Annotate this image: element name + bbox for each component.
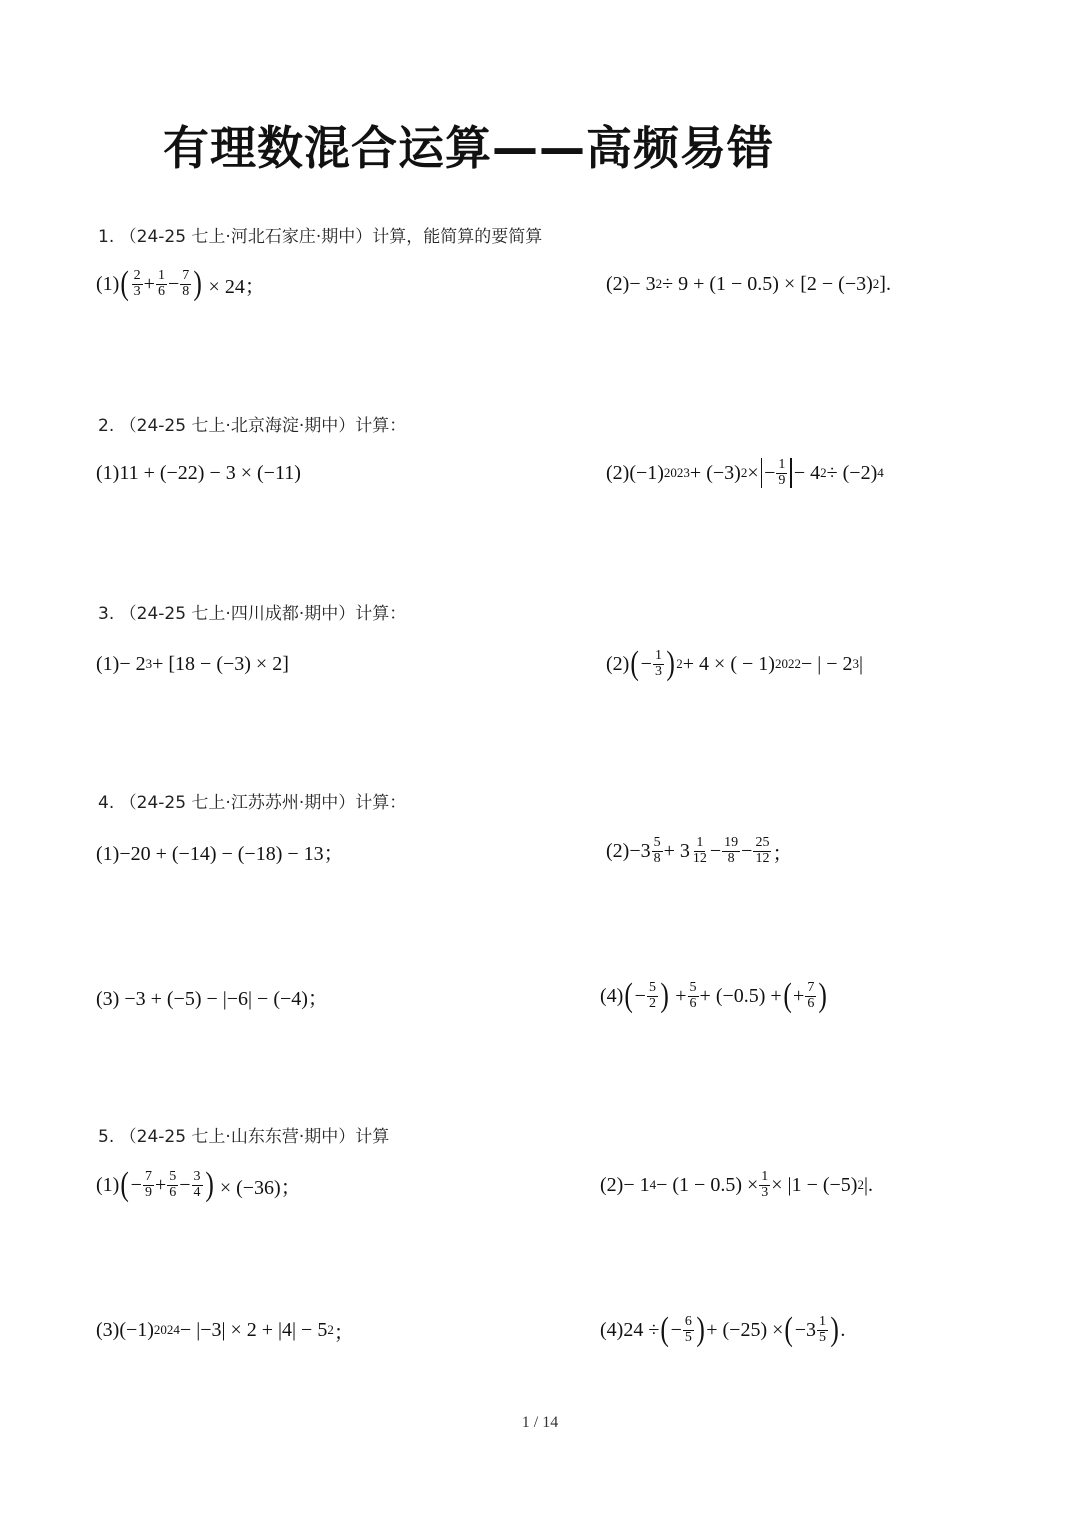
fraction: $\frac{3}{4}$ [193,1168,201,1200]
question-1-header: 1. （24-25 七上·河北石家庄·期中）计算，能简算的要简算 [98,227,543,247]
question-2-part-1 [96,449,301,497]
exponent: 2 [740,465,748,480]
fraction: $\frac{1}{3}$ [761,1168,769,1200]
exponent: 2022 [774,656,801,671]
fraction: $\frac{25}{12}$ [755,834,770,866]
question-2-header: 2. （24-25 七上·北京海淀·期中）计算： [98,416,407,436]
exponent: 4 [649,1177,657,1192]
question-5-part-4: (4)24 ÷ ( − $\frac{6}{5}$ ) + (−25) × ( −3 $\frac{1}{5}$ ) . [600,1311,846,1348]
fraction: $\frac{5}{6}$ [689,979,697,1011]
question-3-header: 3. （24-25 七上·四川成都·期中）计算： [98,604,407,624]
left-paren: ( [660,1311,670,1348]
expression-text: (1)−20 + (−14) − (−18) − 13； [96,842,344,865]
expression-text: × |1 − (−5) [771,1173,858,1196]
question-3-part-2: (2) ( − $\frac{1}{3}$ ) 2 + 4 × ( − 1) 2022 − | − 2 3 | [606,645,864,682]
expression-text: + (−25) × [706,1318,784,1341]
expression-text: + 3 [663,839,690,862]
expression-text: ÷ (−2) [826,461,878,484]
exponent: 2023 [663,465,690,480]
expression-text: − | − 2 [800,652,853,675]
fraction: $\frac{1}{3}$ [654,647,662,679]
fraction: $\frac{2}{3}$ [133,267,141,299]
expression-tail: × (−36)； [219,1176,301,1199]
fraction: $\frac{1}{6}$ [157,267,165,299]
expression-text: + (−0.5) + [699,984,782,1007]
exponent: 3 [145,656,153,671]
expression-text: . [840,1318,846,1341]
exponent: 2 [857,1177,864,1192]
expression-text: (4)24 ÷ [600,1318,660,1341]
exponent: 2 [872,276,880,291]
left-paren: ( [120,1166,130,1203]
question-1-part-2 [606,260,891,308]
expression-text: (2)− 3 [606,272,656,295]
expression-text: −3 [794,1318,817,1341]
page-number: 1 / 14 [521,1414,559,1431]
right-paren: ) [204,1166,214,1203]
fraction: $\frac{1}{12}$ [692,834,707,866]
exponent: 2 [820,465,827,480]
question-5-part-2 [600,1161,873,1209]
expression-text: − (1 − 0.5) × [656,1173,759,1196]
exponent: 4 [877,465,884,480]
expression-tail: × 24； [208,275,265,298]
question-4-part-1 [96,827,344,875]
right-paren: ) [193,265,203,302]
left-paren: ( [120,265,130,302]
exponent: 2 [327,1322,334,1337]
right-paren: ) [830,1311,839,1348]
fraction: $\frac{6}{5}$ [684,1313,692,1345]
fraction: $\frac{19}{8}$ [724,834,739,866]
expression-text: + [18 − (−3) × 2] [152,652,289,675]
question-5-part-1: (1) ( − $\frac{7}{9}$ + $\frac{5}{6}$ − $\frac{3}{4}$ ) × (−36)； [96,1166,301,1203]
question-5-part-3 [96,1306,354,1354]
left-paren: ( [784,1311,794,1348]
expression-text: | [859,652,864,675]
part-label: (2) [606,652,630,675]
left-paren: ( [630,645,640,682]
fraction: $\frac{5}{2}$ [648,979,656,1011]
fraction: $\frac{7}{9}$ [144,1168,152,1200]
part-label: (1) [96,1173,120,1196]
exponent: 2 [676,656,683,671]
expression-text: ]. [879,272,891,295]
left-paren: ( [624,977,634,1014]
fraction: $\frac{5}{6}$ [169,1168,177,1200]
exponent: 2024 [153,1322,180,1337]
expression-text: − 4 [793,461,821,484]
page-title: 有理数混合运算——高频易错 [163,121,774,175]
expression-text: × [747,461,759,484]
right-paren: ) [660,977,669,1014]
expression-text: (3)(−1) [96,1318,154,1341]
expression-text: ÷ 9 + (1 − 0.5) × [2 − (−3) [662,272,873,295]
exponent: 2 [655,276,663,291]
expression-text: ； [333,1321,354,1344]
fraction: $\frac{5}{8}$ [653,834,661,866]
exponent: 3 [852,656,859,671]
fraction: $\frac{1}{9}$ [778,456,786,488]
expression-text: (3) −3 + (−5) − |−6| − (−4)； [96,987,328,1010]
expression-text: + (−3) [689,461,741,484]
part-label: (4) [600,984,624,1007]
question-2-part-2: (2)(−1) 2023 + (−3) 2 × − $\frac{1}{9}$ − 4 2 ÷ (−2) 4 [606,456,884,488]
expression-text: ； [772,842,793,865]
expression-text: |. [863,1173,873,1196]
expression-text: (2)− 1 [600,1173,650,1196]
expression-text: (1)11 + (−22) − 3 × (−11) [96,461,301,484]
part-label: (1) [96,272,120,295]
question-4-part-3 [96,972,328,1020]
right-paren: ) [818,977,828,1014]
fraction: $\frac{7}{8}$ [182,267,190,299]
abs-bar [790,458,792,488]
right-paren: ) [666,645,675,682]
question-4-part-2: (2)−3 $\frac{5}{8}$ + 3 $\frac{1}{12}$ − $\frac{19}{8}$ − $\frac{25}{12}$ ； [606,834,793,866]
expression-text: (2)−3 [606,839,651,862]
question-3-part-1 [96,640,289,688]
question-5-header: 5. （24-25 七上·山东东营·期中）计算 [98,1127,390,1147]
left-paren: ( [783,977,792,1014]
fraction: $\frac{7}{6}$ [807,979,815,1011]
question-4-header: 4. （24-25 七上·江苏苏州·期中）计算： [98,793,407,813]
right-paren: ) [696,1311,705,1348]
expression-text: + 4 × ( − 1) [682,652,775,675]
expression-text: (1)− 2 [96,652,146,675]
question-4-part-4: (4) ( − $\frac{5}{2}$ ) + $\frac{5}{6}$ + (−0.5) + ( + $\frac{7}{6}$ ) [600,977,828,1014]
expression-text: − |−3| × 2 + |4| − 5 [179,1318,328,1341]
question-1-part-1: (1) ( $\frac{2}{3}$ + $\frac{1}{6}$ − $\frac{7}{8}$ ) × 24； [96,265,265,302]
fraction: $\frac{1}{5}$ [819,1313,827,1345]
expression-text: (2)(−1) [606,461,664,484]
abs-bar [761,458,763,488]
